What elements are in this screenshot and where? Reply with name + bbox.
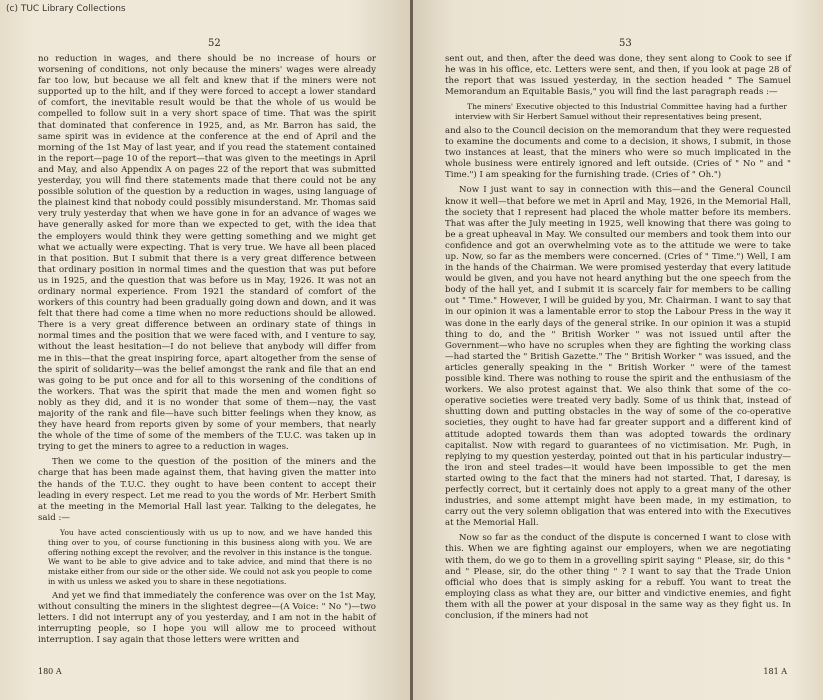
page-footer: 180 A [38, 667, 62, 676]
paragraph: no reduction in wages, and there should be no increase of hours or worsening of conditions, not only because the miners' wages were already far too low, but because we all felt and knew that if the miners were not supported up to the hilt, and if they were forced to accept a lower standard of comfort, the inevitable result would be that the whole of us would be compelled to follow suit in a very short space of time. That was the spirit that dominated that conference in 1925, and, as Mr. Barron has said, the same spirit was in evidence at the conference at the end of April and the morning of the 1st May of last year, and if you read the statement contained in the report—page 10 of the report—that was given to the meetings in April and May, and also Appendix A on pages 22 of the report that was submitted yesterday, you will find there statements made that there could not be any possible solution of the question by a reduction in wages, using language of the plainest kind that nobody could possibly misunderstand. Mr. Thomas said very truly yesterday that when we have gone in for an advance of wages we have generally asked for more than we expected to get, with the idea that the employers would think they were getting something and we might get what we actually were expecting. That is very true. We have all been placed in that position. But I submit that there is a very great difference between that ordinary position in normal times and the question that was put before us in 1925, and the question that was before us in May, 1926. It was not an ordinary normal experience. From 1921 the standard of comfort of the workers of this country had been gradually going down and down, and it was felt that there had come a time when no more reductions should be allowed. There is a very great difference between an ordinary state of things in normal times and the position that we were faced with, and I venture to say, without the least hesitation—I do not believe that anybody will differ from me in this—that the great inspiring force, apart altogether from the sense of the spirit of solidarity—was the belief amongst the rank and file that an end was going to be put once and for all to this worsening of the conditions of the workers. That was the spirit that made the men and women fight so nobly as they did, and it is no wonder that some of them—nay, the vast majority of the rank and file—have such bitter feelings when they know, as they have heard from reports given by some of your members, that nearly the whole of the time of some of the members of the T.U.C. was taken up in trying to get the miners to agree to a reduction in wages. [38, 54, 376, 453]
text-column [38, 54, 376, 646]
paragraph: and also to the Council decision on the memorandum that they were requested to examine the documents and come to a decision, it shows, I submit, in those two instances at least, that the miners who were so much implicated in the whole business were entirely ignored and left outside. (Cries of " No " and " Time.") I am speaking for the furnishing trade. (Cries of " Oh.") [445, 125, 791, 181]
right-page [413, 0, 823, 700]
paragraph: sent out, and then, after the deed was done, they sent along to Cook to see if he was in his office, etc. Letters were sent, and then, if you look at page 28 of the report that was issued yesterday, in the section headed " The Samuel Memorandum an Equitable Basis," you will find the last paragraph reads :— [445, 54, 791, 98]
block-quote: The miners' Executive objected to this Industrial Committee having had a further interview with Sir Herbert Samuel without their representatives being present, [455, 102, 787, 122]
paragraph: And yet we find that immediately the conference was over on the 1st May, without consulting the miners in the slightest degree—(A Voice: " No ")—two letters. I did not interrupt any of you yesterday, and I am not in the habit of interrupting people, so I hope you will allow me to proceed without interruption. I say again that those letters were written and [38, 590, 376, 646]
paragraph: Then we come to the question of the position of the miners and the charge that has been made against them, that having given the matter into the hands of the T.U.C. they ought to have been content to accept their leading in every respect. Let me read to you the words of Mr. Herbert Smith at the meeting in the Memorial Hall last year. Talking to the delegates, he said :— [38, 457, 376, 523]
page-number: 53 [619, 38, 632, 49]
text-column [445, 54, 791, 622]
page-footer: 181 A [763, 667, 787, 676]
left-page [0, 0, 410, 700]
block-quote: You have acted conscientiously with us up to now, and we have handed this thing over to you, of course functioning in this business along with you. We are offering nothing except the revolver, and the revolver in this instance is the tongue. We want to be able to give advice and to take advice, and mind that there is no mistake either from our side or the other side. We could not ask you people to come in with us unless we asked you to share in these negotiations. [48, 527, 372, 586]
watermark: (c) TUC Library Collections [6, 4, 126, 14]
page-number: 52 [208, 38, 221, 49]
paragraph: Now so far as the conduct of the dispute is concerned I want to close with this. When we are fighting against our employers, when we are negotiating with them, do we go to them in a grovelling spirit saying " Please, sir, do this " and " Please, sir, do the other thing " ? I want to say that the Trade Union official who does that is simply asking for a rebuff. You want to treat the employing class as what they are, our bitter and vindictive enemies, and fight them with all the power at your disposal in the same way as they fight us. In conclusion, if the miners had not [445, 533, 791, 621]
paragraph: Now I just want to say in connection with this—and the General Council know it well—that before we met in April and May, 1926, in the Memorial Hall, the society that I represent had placed the whole matter before its members. That was after the July meeting in 1925, well knowing that there was going to be a great upheaval in May. We consulted our members and took them into our confidence and got an overwhelming vote as to the attitude we were to take up. Now, so far as the members were concerned. (Cries of " Time.") Well, I am in the hands of the Chairman. We were promised yesterday that every latitude would be given, and you have not heard anything but the one speech from the body of the hall yet, and I submit it is scarcely fair for members to be calling out " Time." However, I will be guided by you, Mr. Chairman. I want to say that in our opinion it was a lamentable error to stop the Labour Press in the way it was done in the early days of the general strike. In our opinion it was a stupid thing to do, and the " British Worker " was not issued until after the Government—who have no scruples when they are fighting the working class—had started the " British Gazette." The " British Worker " was issued, and the articles generally speaking in the " British Worker " were of the tamest possible kind. There was nothing to rouse the spirit and the enthusiasm of the workers. We also protest against that. We also think that some of the co-operative societies were treated very badly. Some of us think that, instead of shutting down and putting obstacles in the way of some of the co-operative societies, they ought to have had far greater support and a different kind of attitude adopted towards them than was adopted towards the ordinary capitalist. Now with regard to guarantees of no victimisation. Mr. Pugh, in replying to my question yesterday, pointed out that in his particular industry—the iron and steel trades—it would have been impossible to get the men started owing to the fact that the miners had not started. That, I daresay, is perfectly correct, but it certainly does not apply to a great many of the other industries, and some attempt might have been made, in my estimation, to carry out the very solemn obligation that was entered into with the Executives at the Memorial Hall. [445, 185, 791, 529]
